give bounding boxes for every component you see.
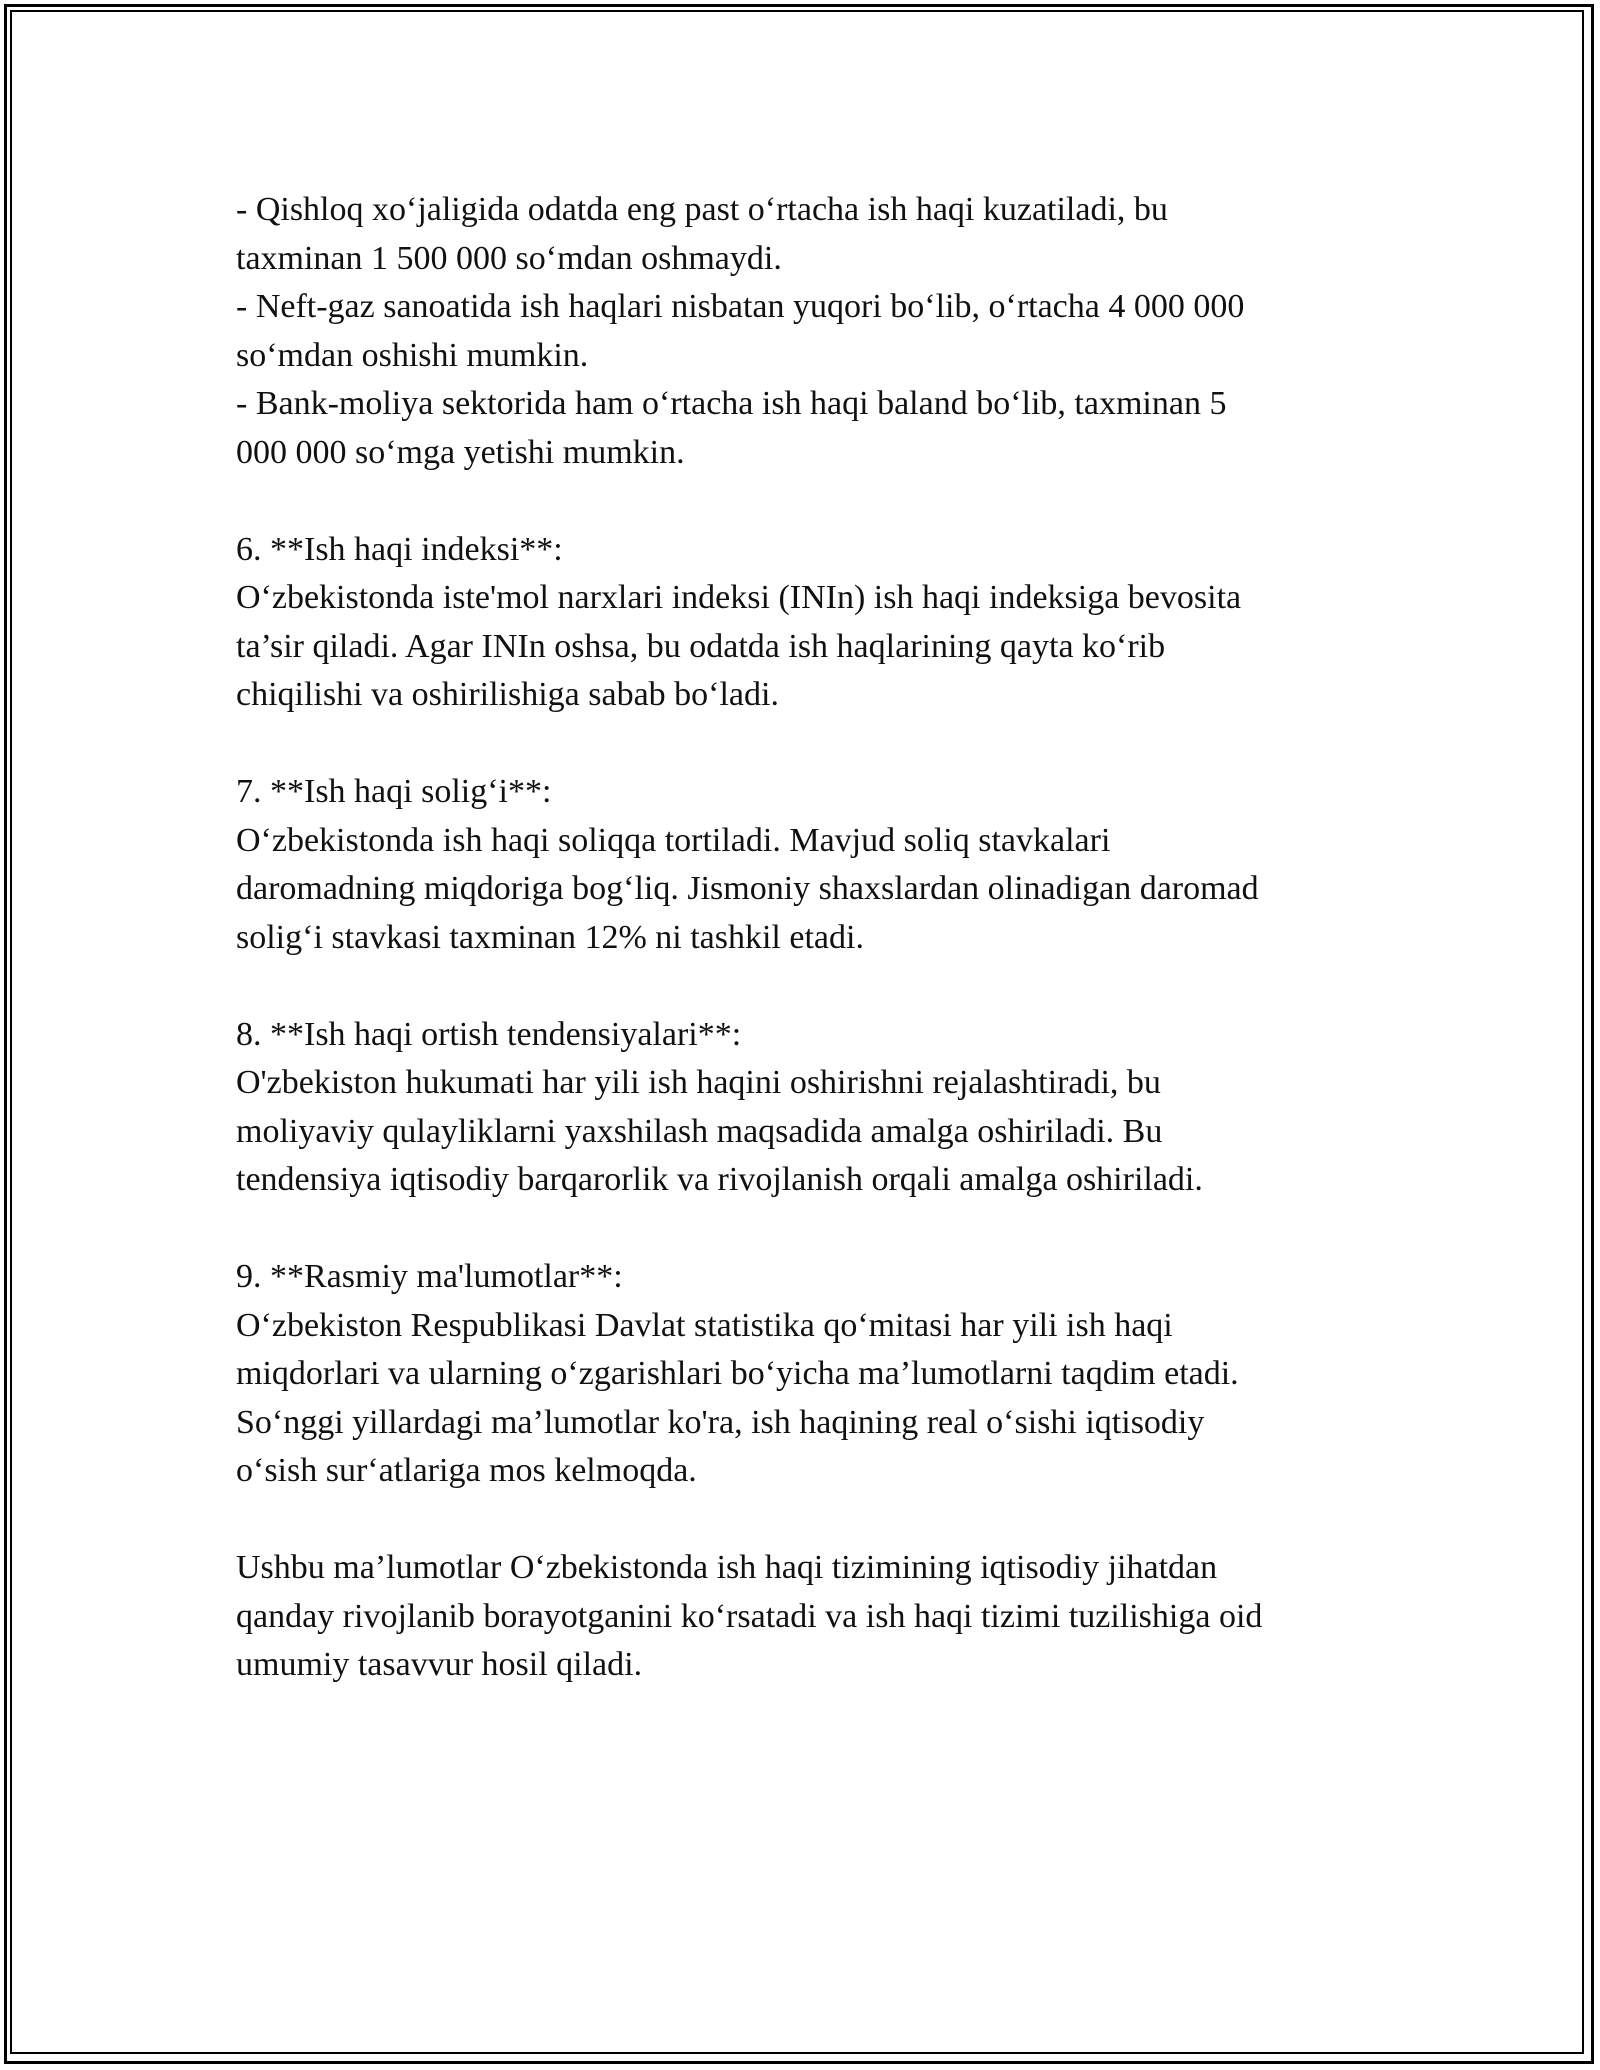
- text-line: o‘sish sur‘atlariga mos kelmoqda.: [236, 1452, 697, 1489]
- text-line: O‘zbekistonda iste'mol narxlari indeksi (INIn) ish haqi indeksiga bevosita: [236, 579, 1242, 616]
- text-line: solig‘i stavkasi taxminan 12% ni tashkil etadi.: [236, 918, 864, 956]
- section-7-salary-tax: [236, 768, 1366, 962]
- text-line: 000 000 so‘mga yetishi mumkin.: [236, 433, 685, 471]
- text-line: so‘mdan oshishi mumkin.: [236, 336, 589, 374]
- text-line: tendensiya iqtisodiy barqarorlik va rivojlanish orqali amalga oshiriladi.: [236, 1161, 1203, 1198]
- text-line: Ushbu ma’lumotlar O‘zbekistonda ish haqi tizimining iqtisodiy jihatdan: [236, 1549, 1218, 1586]
- section-heading: 6. **Ish haqi indeksi**:: [236, 530, 563, 568]
- conclusion-paragraph: [236, 1544, 1366, 1690]
- document-body: [236, 186, 1366, 1690]
- section-8-salary-trends: [236, 1011, 1366, 1205]
- section-heading: 7. **Ish haqi solig‘i**:: [236, 773, 552, 810]
- text-line: ta’sir qiladi. Agar INIn oshsa, bu odatda ish haqlarining qayta ko‘rib: [236, 627, 1166, 665]
- text-line: - Neft-gaz sanoatida ish haqlari nisbatan yuqori bo‘lib, o‘rtacha 4 000 000: [236, 288, 1245, 325]
- text-line: - Bank-moliya sektorida ham o‘rtacha ish haqi baland bo‘lib, taxminan 5: [236, 385, 1227, 422]
- salary-by-sector-list: [236, 186, 1366, 477]
- text-line: qanday rivojlanib borayotganini ko‘rsatadi va ish haqi tizimi tuzilishiga oid: [236, 1597, 1263, 1635]
- text-line: daromadning miqdoriga bog‘liq. Jismoniy shaxslardan olinadigan daromad: [236, 870, 1259, 907]
- text-line: miqdorlari va ularning o‘zgarishlari bo‘yicha ma’lumotlarni taqdim etadi.: [236, 1355, 1239, 1392]
- section-heading: 9. **Rasmiy ma'lumotlar**:: [236, 1258, 623, 1295]
- section-heading: 8. **Ish haqi ortish tendensiyalari**:: [236, 1015, 742, 1053]
- text-line: O‘zbekistonda ish haqi soliqqa tortiladi. Mavjud soliq stavkalari: [236, 821, 1111, 859]
- text-line: moliyaviy qulayliklarni yaxshilash maqsadida amalga oshiriladi. Bu: [236, 1112, 1163, 1150]
- text-line: chiqilishi va oshirilishiga sabab bo‘ladi.: [236, 676, 779, 713]
- text-line: umumiy tasavvur hosil qiladi.: [236, 1646, 643, 1683]
- text-line: So‘nggi yillardagi ma’lumotlar ko'ra, ish haqining real o‘sishi iqtisodiy: [236, 1403, 1205, 1441]
- text-line: O‘zbekiston Respublikasi Davlat statistika qo‘mitasi har yili ish haqi: [236, 1306, 1173, 1344]
- text-line: - Qishloq xo‘jaligida odatda eng past o‘rtacha ish haqi kuzatiladi, bu: [236, 191, 1168, 228]
- section-9-official-data: [236, 1253, 1366, 1496]
- text-line: taxminan 1 500 000 so‘mdan oshmaydi.: [236, 239, 782, 277]
- text-line: O'zbekiston hukumati har yili ish haqini oshirishni rejalashtiradi, bu: [236, 1064, 1161, 1101]
- section-6-salary-index: [236, 526, 1366, 720]
